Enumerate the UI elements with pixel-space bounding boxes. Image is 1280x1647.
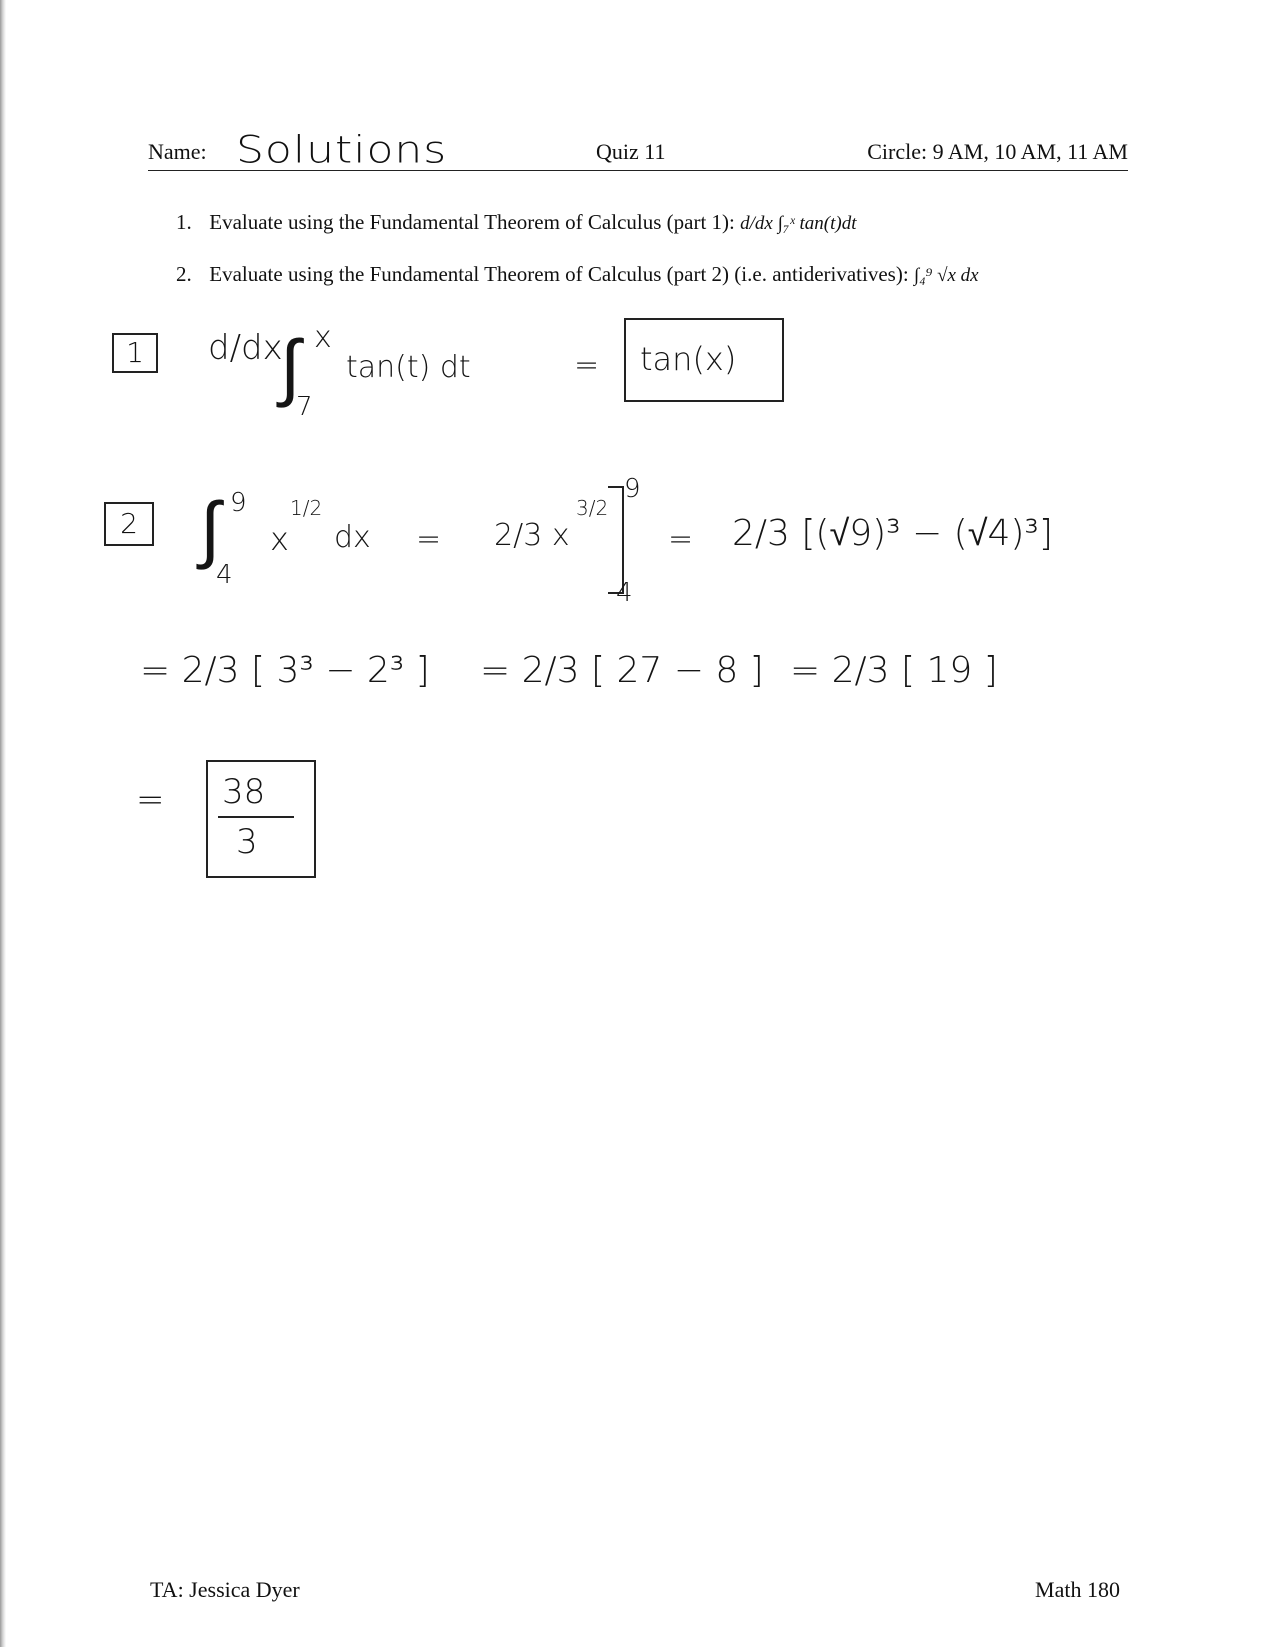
solution-1-integrand: tan(t) dt xyxy=(346,350,471,385)
integral-sign-icon: ∫ xyxy=(280,324,301,410)
circle-sessions: Circle: 9 AM, 10 AM, 11 AM xyxy=(867,139,1128,164)
footer-course: Math 180 xyxy=(1035,1577,1120,1602)
question-2 xyxy=(176,262,979,287)
solution-1-answer: tan(x) xyxy=(640,340,737,378)
fraction-bar xyxy=(218,816,294,818)
question-text: Evaluate using the Fundamental Theorem of Calculus (part 2) (i.e. antiderivatives): xyxy=(209,262,909,286)
solution-2-step-2: = 2/3 [ 27 − 8 ] xyxy=(480,650,764,691)
solution-2-antiderivative: 2/3 x xyxy=(494,518,570,553)
question-text: Evaluate using the Fundamental Theorem of Calculus (part 1): xyxy=(209,210,735,234)
solution-2-lower-limit: 4 xyxy=(216,560,233,590)
solution-1-lower-limit: 7 xyxy=(296,392,313,422)
question-expression: d/dx ∫₇ˣ tan(t)dt xyxy=(740,213,857,234)
solution-1-answer-box xyxy=(624,318,784,402)
solution-1-equals: = xyxy=(574,348,600,383)
solution-1-derivative: d/dx xyxy=(208,328,283,368)
answer-denominator: 3 xyxy=(236,822,258,862)
solution-2-answer-box xyxy=(206,760,316,878)
solution-2-eval-lower: 4 xyxy=(616,578,633,608)
name-value: Solutions xyxy=(236,128,448,172)
solution-2-exponent: 1/2 xyxy=(290,496,323,520)
solution-1-upper-limit: x xyxy=(314,320,332,355)
solution-2-final-equals: = xyxy=(136,780,165,820)
question-number: 1. xyxy=(176,210,192,234)
solution-2-substitution: 2/3 [(√9)³ − (√4)³] xyxy=(732,513,1053,554)
solution-2-step-3: = 2/3 [ 19 ] xyxy=(790,650,998,691)
question-1 xyxy=(176,210,857,235)
answer-numerator: 38 xyxy=(222,772,266,812)
solution-2-marker: 2 xyxy=(104,502,154,546)
scan-edge xyxy=(0,0,6,1647)
name-label: Name: xyxy=(148,139,207,164)
solution-2-dx: dx xyxy=(334,520,371,555)
integral-sign-icon: ∫ xyxy=(200,486,221,572)
header-rule xyxy=(148,170,1128,171)
question-number: 2. xyxy=(176,262,192,286)
solution-2-step-1: = 2/3 [ 3³ − 2³ ] xyxy=(140,650,430,691)
solution-2-eval-upper: 9 xyxy=(624,474,641,504)
solution-2-equals-2: = xyxy=(668,522,694,557)
quiz-title: Quiz 11 xyxy=(596,139,666,164)
question-expression: ∫₄⁹ √x dx xyxy=(913,265,979,286)
solution-2-anti-exponent: 3/2 xyxy=(576,496,609,520)
solution-2-integrand: x xyxy=(270,520,289,558)
footer-ta: TA: Jessica Dyer xyxy=(150,1577,300,1602)
solution-2-upper-limit: 9 xyxy=(230,488,247,518)
solution-1-marker: 1 xyxy=(112,333,158,373)
solution-2-equals-1: = xyxy=(416,522,442,557)
quiz-header xyxy=(148,128,1128,172)
